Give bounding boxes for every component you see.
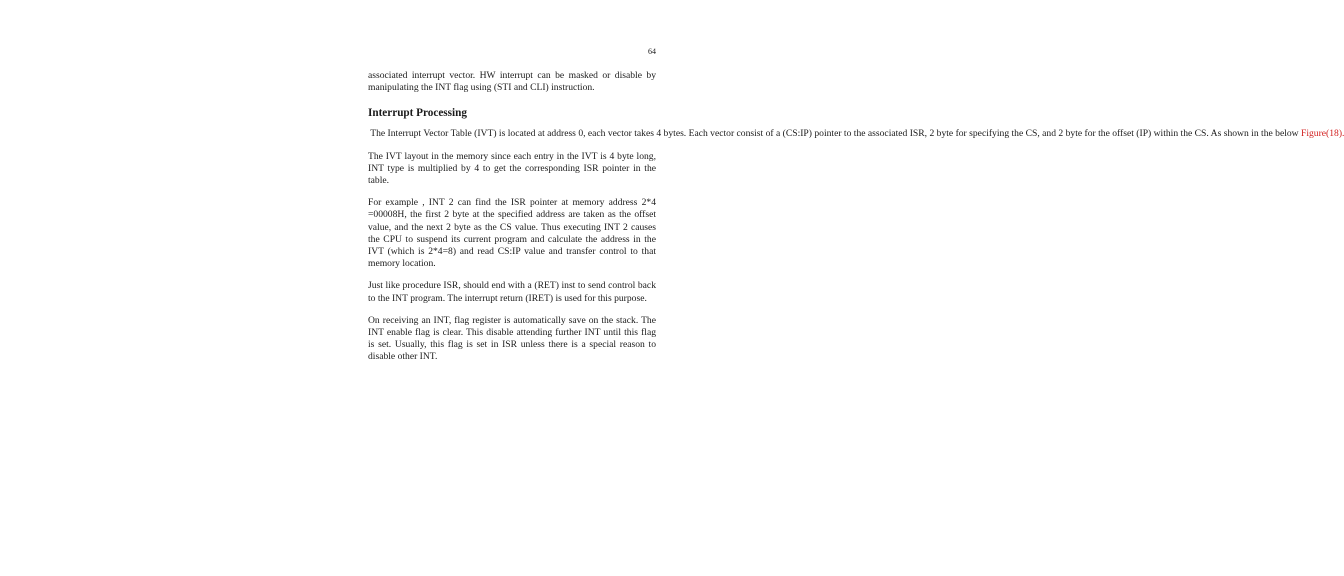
intro-paragraph: associated interrupt vector. HW interrupt can be masked or disable by manipulating the INT flag using (STI and CLI) instruction. <box>368 70 656 94</box>
page-number: 64 <box>648 47 656 56</box>
page-content <box>368 70 1344 364</box>
paragraph-text: The Interrupt Vector Table (IVT) is located at address 0, each vector takes 4 bytes. Each vector consist of a (CS:IP) pointer to the associated ISR, 2 byte for specifying the CS, and 2 byte for the offset (IP) within the CS. As shown in the below <box>368 128 1301 140</box>
paragraph-example: For example , INT 2 can find the ISR pointer at memory address 2*4 =00008H, the first 2 byte at the specified address are taken as the offset value, and the next 2 byte as the CS value. Thus executing INT 2 causes the CPU to suspend its current program and calculate the address in the IVT (which is 2*4=8) and read CS:IP value and transfer control to that memory location. <box>368 197 656 270</box>
paragraph-ivt-location <box>368 128 1344 140</box>
paragraph-iret: Just like procedure ISR, should end with a (RET) inst to send control back to the INT program. The interrupt return (IRET) is used for this purpose. <box>368 280 656 304</box>
figure-reference-link[interactable]: Figure(18). <box>1301 128 1344 140</box>
section-heading: Interrupt Processing <box>368 107 467 120</box>
document-page <box>368 0 1344 576</box>
paragraph-flag-register: On receiving an INT, flag register is automatically save on the stack. The INT enable flag is clear. This disable attending further INT until this flag is set. Usually, this flag is set in ISR unless there is a special reason to disable other INT. <box>368 314 656 363</box>
paragraph-ivt-layout: The IVT layout in the memory since each entry in the IVT is 4 byte long, INT type is multiplied by 4 to get the corresponding ISR pointer in the table. <box>368 150 656 187</box>
